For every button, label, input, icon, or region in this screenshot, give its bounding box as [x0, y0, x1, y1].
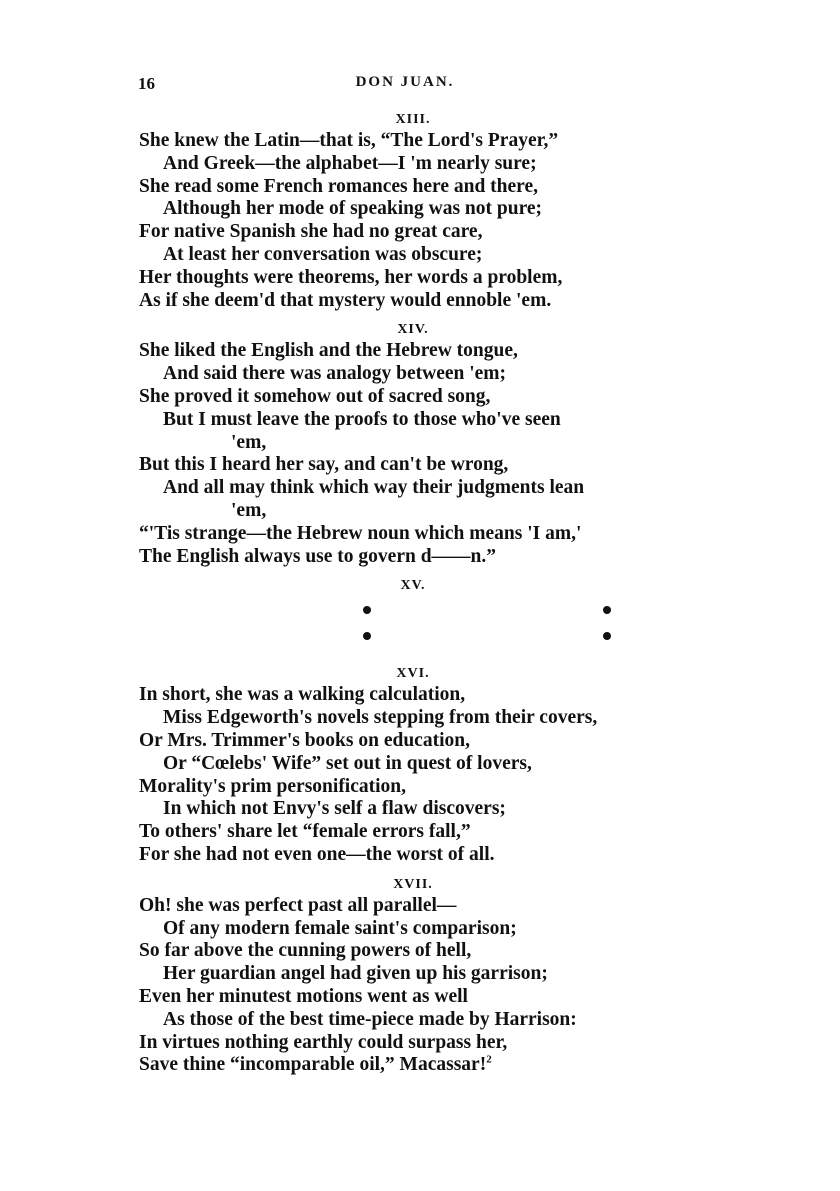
- verse-line: [139, 1009, 679, 1032]
- verse-text: And Greek—the alphabet—I 'm nearly sure;: [163, 152, 537, 174]
- verse-line: [139, 753, 679, 776]
- stanza-group: [139, 110, 679, 568]
- verse-text: Oh! she was perfect past all parallel—: [139, 894, 457, 916]
- verse-text: And said there was analogy between 'em;: [163, 363, 507, 385]
- verse-text: She liked the English and the Hebrew tongue,: [139, 340, 518, 362]
- verse-text: So far above the cunning powers of hell,: [139, 940, 472, 962]
- verse-line: [139, 730, 679, 753]
- omitted-stanza-asterisks: [139, 596, 679, 656]
- verse-text: Save thine “incomparable oil,” Macassar!: [139, 1054, 487, 1076]
- verse-line: [139, 290, 679, 313]
- verse-line: [139, 1054, 679, 1077]
- verse-text: As those of the best time-piece made by Harrison:: [163, 1008, 577, 1030]
- verse-text: For she had not even one—the worst of all.: [139, 843, 495, 865]
- verse-text: Or “Cœlebs' Wife” set out in quest of lovers,: [163, 752, 532, 774]
- verse-line: [139, 1032, 679, 1055]
- verse-line: [139, 153, 679, 176]
- stanza: [139, 320, 679, 568]
- verse-text: To others' share let “female errors fall,”: [139, 821, 471, 843]
- verse-line: [139, 432, 679, 455]
- verse-text: She proved it somehow out of sacred song,: [139, 385, 491, 407]
- verse-line: [139, 198, 679, 221]
- verse-line: [139, 221, 679, 244]
- verse-text: The English always use to govern d——n.”: [139, 545, 497, 567]
- verse-text: Or Mrs. Trimmer's books on education,: [139, 729, 470, 751]
- verse-line: [139, 363, 679, 386]
- verse-text: As if she deem'd that mystery would ennoble 'em.: [139, 289, 552, 311]
- verse-text: But I must leave the proofs to those who've seen: [163, 408, 561, 430]
- stanza-numeral: XVI.: [396, 666, 430, 682]
- stanza-numeral: XVII.: [393, 876, 433, 892]
- stanza-group: [139, 664, 679, 1077]
- verse-text: She read some French romances here and there,: [139, 175, 538, 197]
- verse-line: [139, 523, 679, 546]
- verse-text: Her thoughts were theorems, her words a problem,: [139, 266, 563, 288]
- verse-text: But this I heard her say, and can't be wrong,: [139, 454, 509, 476]
- verse-line: [139, 500, 679, 523]
- asterisk-dot: [363, 632, 371, 640]
- verse-text: She knew the Latin—that is, “The Lord's Prayer,”: [139, 130, 559, 151]
- stanza: [139, 875, 679, 1077]
- verse-line: [139, 546, 679, 569]
- stanza-xv: [139, 576, 679, 656]
- verse-line: [139, 340, 679, 363]
- asterisk-dot: [603, 632, 611, 640]
- verse-text: Morality's prim personification,: [139, 775, 407, 797]
- verse-line: [139, 707, 679, 730]
- verse-line: [139, 798, 679, 821]
- footnote-marker[interactable]: 2: [486, 1053, 492, 1066]
- verse-text: Even her minutest motions went as well: [139, 985, 468, 1007]
- verse-line: [139, 454, 679, 477]
- poem-body: [139, 110, 679, 1085]
- stanza-numeral: XIII.: [395, 112, 431, 127]
- verse-line: [139, 844, 679, 867]
- verse-line: [139, 940, 679, 963]
- verse-text: 'em,: [231, 431, 267, 453]
- verse-text: “'Tis strange—the Hebrew noun which means 'I am,': [139, 522, 582, 544]
- verse-text: Her guardian angel had given up his garrison;: [163, 963, 548, 985]
- page-header: [138, 74, 672, 98]
- verse-line: [139, 386, 679, 409]
- stanza: [139, 110, 679, 312]
- verse-text: 'em,: [231, 499, 267, 521]
- verse-line: [139, 821, 679, 844]
- verse-text: Of any modern female saint's comparison;: [163, 917, 517, 939]
- running-title: DON JUAN.: [355, 74, 455, 90]
- verse-line: [139, 986, 679, 1009]
- verse-line: [139, 267, 679, 290]
- verse-line: [139, 130, 679, 153]
- verse-text: For native Spanish she had no great care,: [139, 221, 483, 243]
- verse-line: [139, 963, 679, 986]
- asterisk-dot: [363, 606, 371, 614]
- verse-line: [139, 918, 679, 941]
- verse-line: [139, 477, 679, 500]
- verse-text: In virtues nothing earthly could surpass her,: [139, 1031, 508, 1053]
- asterisk-dot: [603, 606, 611, 614]
- verse-text: In which not Envy's self a flaw discovers;: [163, 798, 506, 820]
- verse-line: [139, 895, 679, 918]
- stanza: [139, 664, 679, 866]
- verse-line: [139, 176, 679, 199]
- verse-text: Miss Edgeworth's novels stepping from their covers,: [163, 707, 598, 729]
- verse-text: At least her conversation was obscure;: [163, 243, 483, 265]
- stanza-numeral: XIV.: [397, 322, 429, 338]
- page-number: 16: [138, 74, 155, 93]
- verse-text: In short, she was a walking calculation,: [139, 684, 466, 706]
- verse-text: And all may think which way their judgments lean: [163, 477, 585, 499]
- verse-line: [139, 244, 679, 267]
- verse-text: Although her mode of speaking was not pure;: [163, 198, 543, 220]
- verse-line: [139, 409, 679, 432]
- verse-line: [139, 684, 679, 707]
- verse-line: [139, 776, 679, 799]
- stanza-numeral: XV.: [400, 578, 426, 594]
